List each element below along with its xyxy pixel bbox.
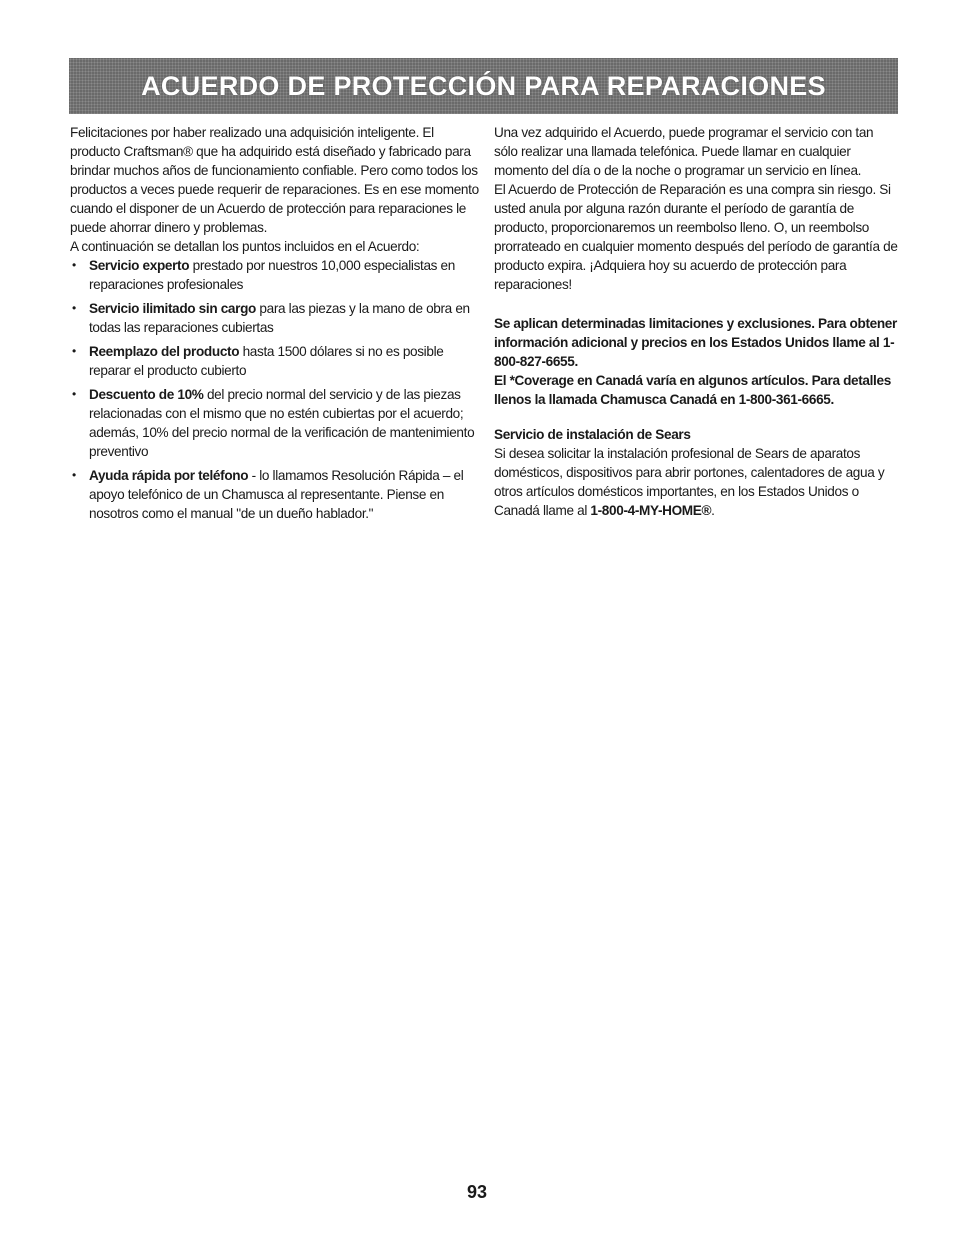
installation-text: Si desea solicitar la instalación profesional de Sears de aparatos domésticos, dispositivos para abrir portones, calentadores de agua y otros artículos domésticos importantes, en los Estados Unidos o Canadá llame al [494, 446, 885, 518]
coverage-list [70, 256, 480, 523]
bullet-icon: • [72, 258, 76, 272]
intro-paragraph: Felicitaciones por haber realizado una adquisición inteligente. El producto Craftsman® que ha adquirido está diseñado y fabricado para brindar muchos años de funcionamiento confiable. Pero como todos los productos a veces puede requerir de reparaciones. Es en ese momento cuando el disponer de un Acuerdo de protección para reparaciones le puede ahorrar dinero y problemas. [70, 125, 479, 235]
bullet-icon: • [72, 344, 76, 358]
list-item [70, 342, 480, 380]
installation-phone: 1-800-4-MY-HOME® [590, 503, 712, 518]
list-item-text: del precio normal del servicio y de las piezas relacionadas con el mismo que no estén cubiertas por el acuerdo; además, 10% del precio normal de la verificación de mantenimiento preventivo [89, 387, 475, 459]
list-item-bold: Descuento de 10% [89, 387, 204, 402]
installation-heading: Servicio de instalación de Sears [494, 427, 691, 442]
bullet-icon: • [72, 387, 76, 401]
section-title-banner [69, 58, 898, 114]
bullet-icon: • [72, 468, 76, 482]
list-item [70, 385, 480, 461]
list-item [70, 256, 480, 294]
list-item-bold: Servicio experto [89, 258, 190, 273]
limitations-notice: Se aplican determinadas limitaciones y exclusiones. Para obtener información adicional y precios en los Estados Unidos llame al 1-800-827-6655. [494, 316, 897, 369]
list-item-bold: Servicio ilimitado sin cargo [89, 301, 256, 316]
right-column [494, 123, 899, 520]
left-column [70, 123, 480, 528]
list-item-text: hasta 1500 dólares si no es posible reparar el producto cubierto [89, 344, 444, 378]
guarantee-paragraph: El Acuerdo de Protección de Reparación es una compra sin riesgo. Si usted anula por alguna razón durante el período de garantía de producto, proporcionaremos un reembolso lleno. O, un reembolso prorrateado en cualquier momento después del período de garantía de producto expira. ¡Adquiera hoy su acuerdo de protección para reparaciones! [494, 182, 898, 292]
list-intro: A continuación se detallan los puntos incluidos en el Acuerdo: [70, 239, 420, 254]
scheduling-paragraph: Una vez adquirido el Acuerdo, puede programar el servicio con tan sólo realizar una llamada telefónica. Puede llamar en cualquier momento del día o de la noche o programar un servicio en línea. [494, 125, 874, 178]
list-item-bold: Ayuda rápida por teléfono [89, 468, 249, 483]
canada-notice: El *Coverage en Canadá varía en algunos artículos. Para detalles llenos la llamada Chamusca Canadá en 1-800-361-6665. [494, 373, 891, 407]
bullet-icon: • [72, 301, 76, 315]
list-item [70, 299, 480, 337]
page-number: 93 [466, 1182, 488, 1202]
installation-paragraph [494, 444, 899, 520]
list-item-text: prestado por nuestros 10,000 especialistas en reparaciones profesionales [89, 258, 455, 292]
installation-end: . [711, 503, 715, 518]
list-item-bold: Reemplazo del producto [89, 344, 240, 359]
section-title: ACUERDO DE PROTECCIÓN PARA REPARACIONES [141, 70, 826, 101]
list-item [70, 466, 480, 523]
list-item-text: para las piezas y la mano de obra en todas las reparaciones cubiertas [89, 301, 470, 335]
list-item-text: - lo llamamos Resolución Rápida – el apoyo telefónico de un Chamusca al representante. Piense en nosotros como el manual "de un dueño hablador." [89, 468, 464, 521]
